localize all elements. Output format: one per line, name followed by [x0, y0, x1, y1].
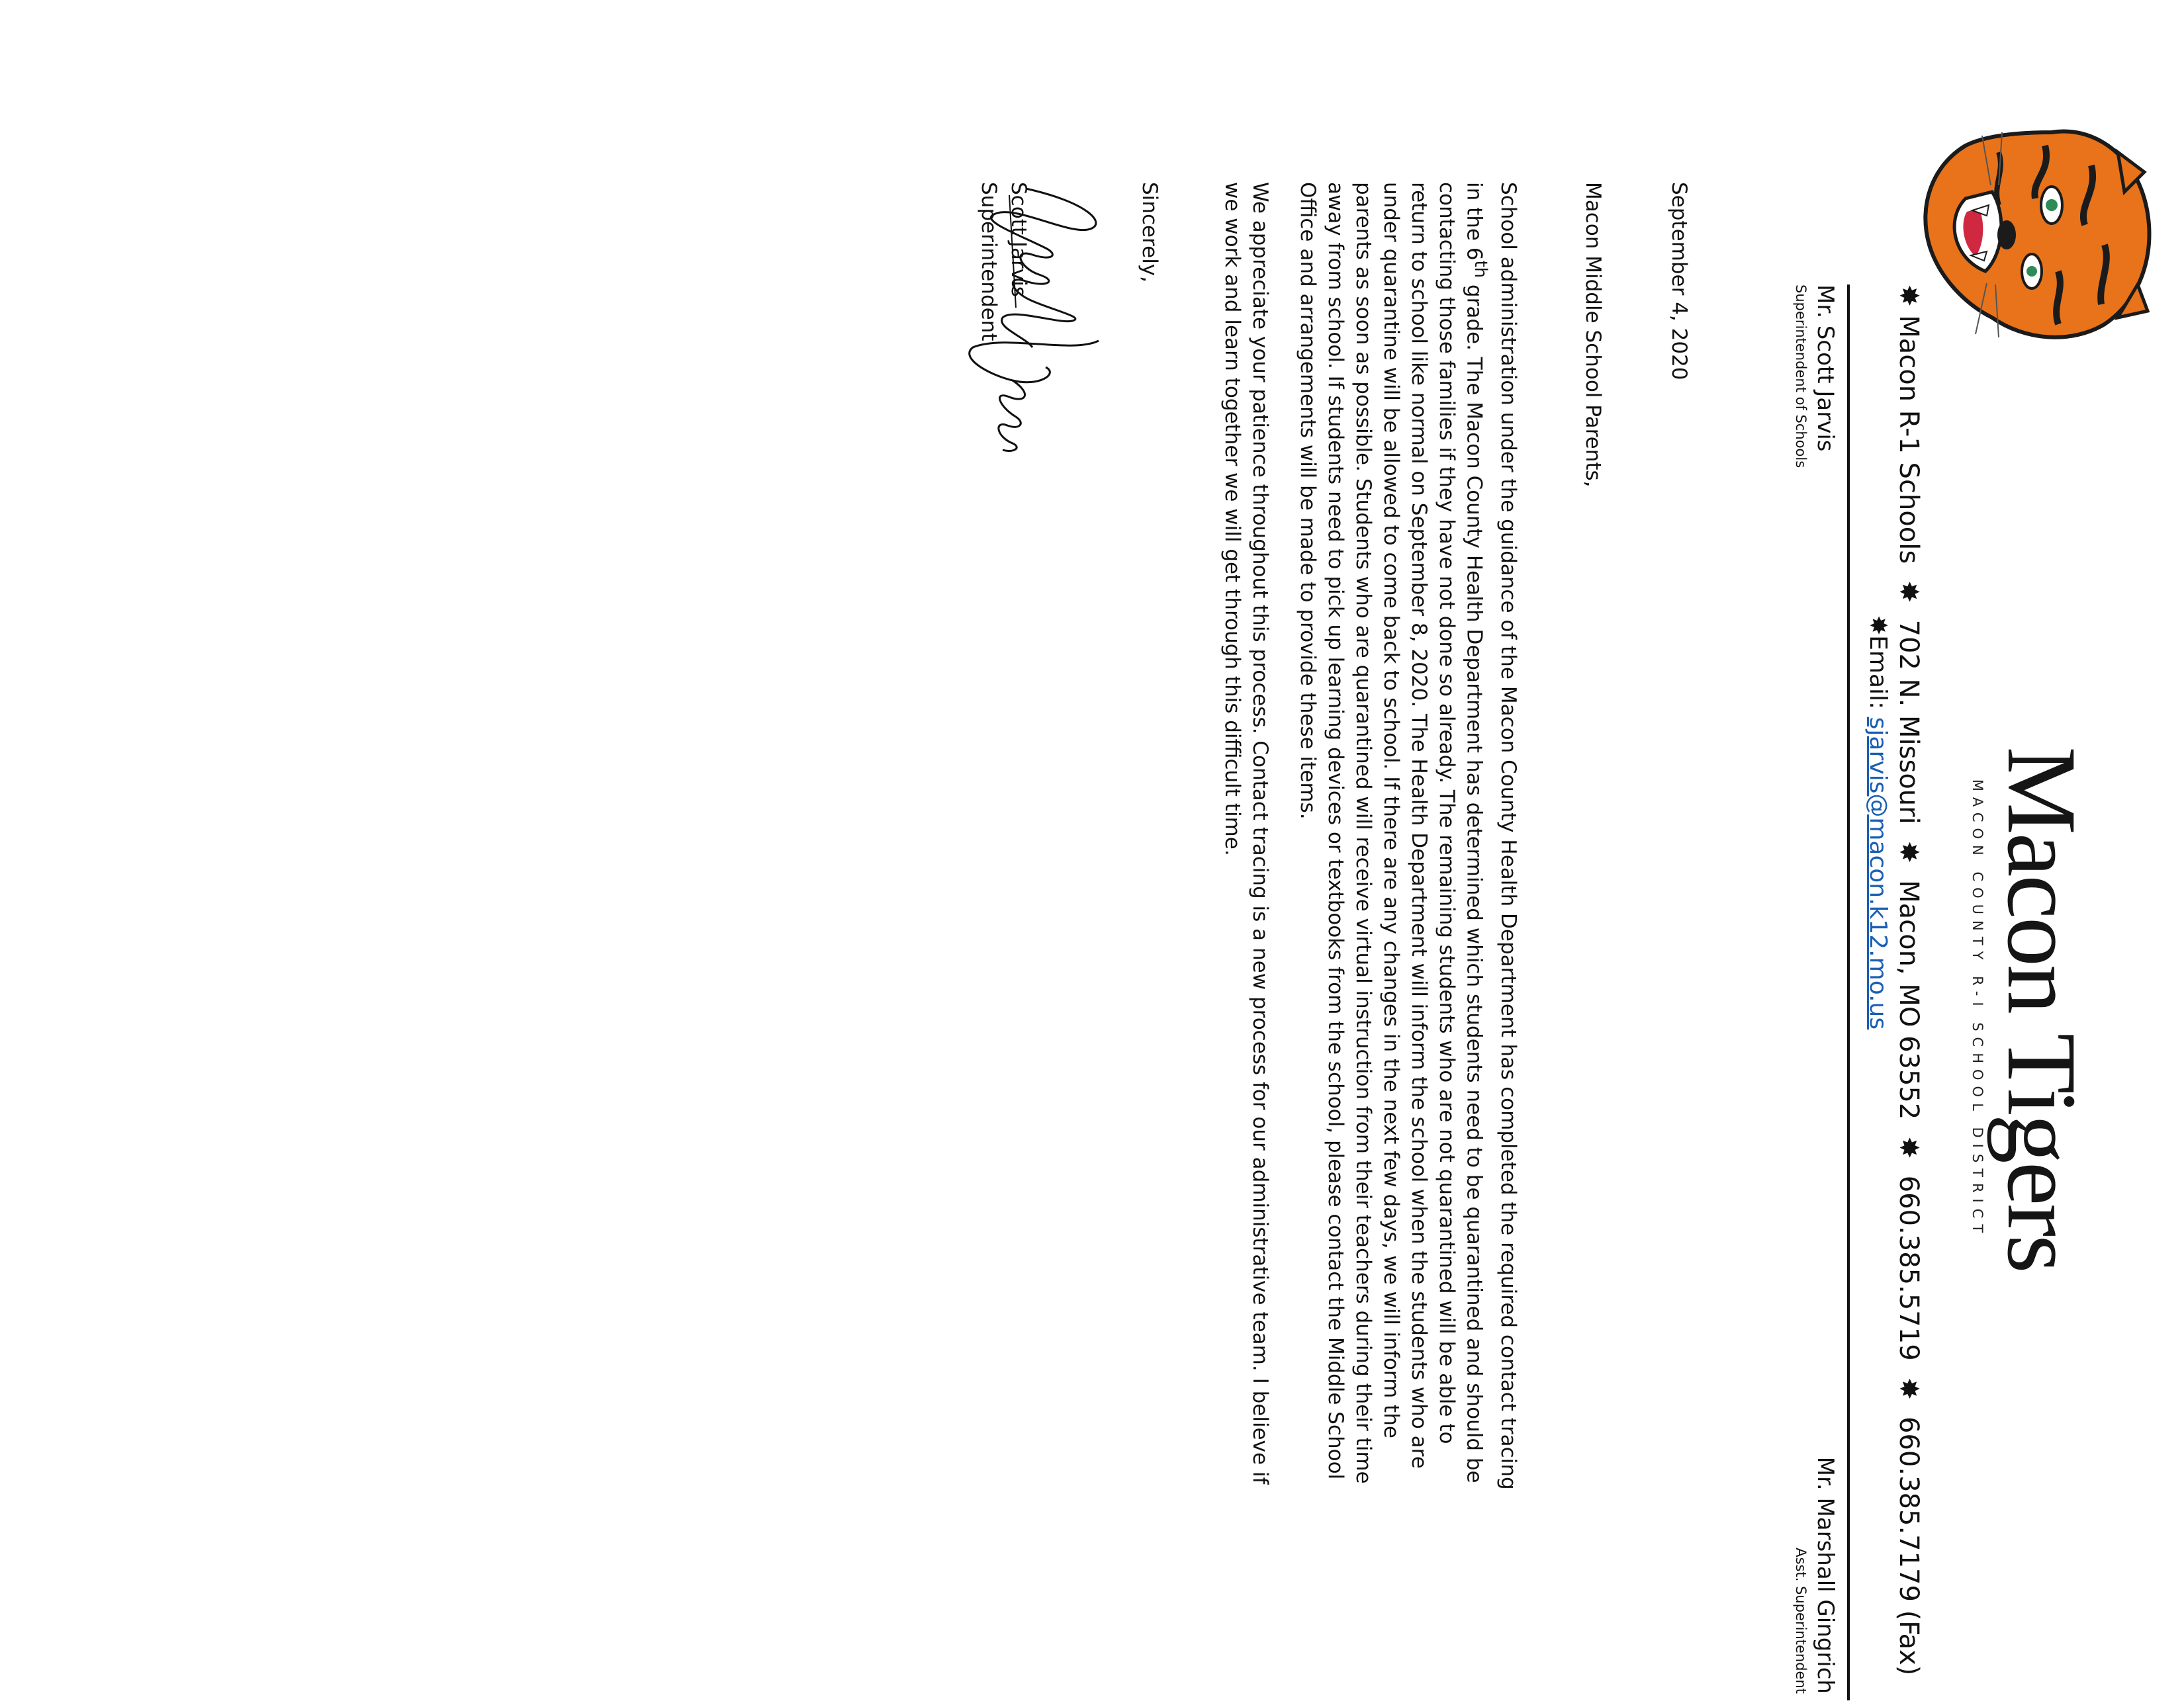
letter-date: September 4, 2020 [1667, 182, 1691, 380]
paragraph-1-text-b: grade. The Macon County Health Department has determined which students need to be quarantined and should be contacting those families if they have not done so already. The remaining students who are not quarantined will be able to return to school like normal on September 8, 2020. The Health Department will inform the school when the students who are under quarantine will be allowed to come back to school. If there are any changes in the next few days, we will inform the parents as soon as possible. Students who are quarantined will receive virtual instruction from their teachers during their time away from school. If students need to pick up learning devices or textbooks from the school, please contact the Middle School Office and arrangements will be made to provide these items. [1295, 182, 1486, 1484]
district-name: Macon Tigers [1987, 746, 2097, 1272]
bullet-star-icon: ✸ [1893, 841, 1924, 863]
salutation: Macon Middle School Parents, [1581, 182, 1605, 488]
tiger-mascot-logo [1913, 106, 2164, 357]
superintendent-block [1791, 284, 1840, 681]
bullet-star-icon: ✸ [1893, 1378, 1924, 1400]
email-link[interactable]: sjarvis@macon.k12.mo.us [1864, 717, 1891, 1030]
bullet-star-icon: ✸ [1893, 1136, 1924, 1159]
header-divider [1847, 284, 1850, 1700]
paragraph-1-text-a: School administration under the guidance of the Macon County Health Department has completed the required contact tracing in the 6 [1462, 182, 1520, 1490]
ordinal-suffix: th [1471, 260, 1490, 279]
signer-name: Scott Jarvis [1007, 182, 1030, 297]
fax-number: 660.385.7179 (Fax) [1893, 1417, 1924, 1676]
superintendent-title: Superintendent of Schools [1793, 284, 1809, 468]
bullet-star-icon: ✸ [1864, 615, 1891, 636]
closing: Sincerely, [1138, 182, 1161, 283]
school-name: Macon R-1 Schools [1893, 315, 1924, 564]
contact-line [1891, 284, 1926, 1707]
bullet-star-icon: ✸ [1893, 580, 1924, 603]
superintendent-name: Mr. Scott Jarvis [1812, 284, 1839, 452]
district-subtitle: MACON COUNTY R-I SCHOOL DISTRICT [1970, 779, 1985, 1239]
email-line [1862, 615, 1893, 1409]
asst-superintendent-title: Asst. Superintendent [1793, 1548, 1809, 1694]
signer-title: Superintendent [977, 182, 1001, 341]
phone-number: 660.385.5719 [1893, 1175, 1924, 1361]
school-address: 702 N. Missouri [1893, 619, 1924, 824]
asst-superintendent-name: Mr. Marshall Gingrich [1812, 1456, 1839, 1694]
asst-superintendent-block [1791, 1350, 1840, 1694]
bullet-star-icon: ✸ [1893, 284, 1924, 307]
email-label: Email: [1864, 635, 1891, 710]
school-city: Macon, MO 63552 [1893, 880, 1924, 1120]
body-paragraph-2: We appreciate your patience throughout this process. Contact tracing is a new process for our administrative team. I believe if we work and learn together we will get through this difficult time. [1220, 182, 1272, 1485]
body-paragraph-1 [1294, 182, 1522, 1505]
